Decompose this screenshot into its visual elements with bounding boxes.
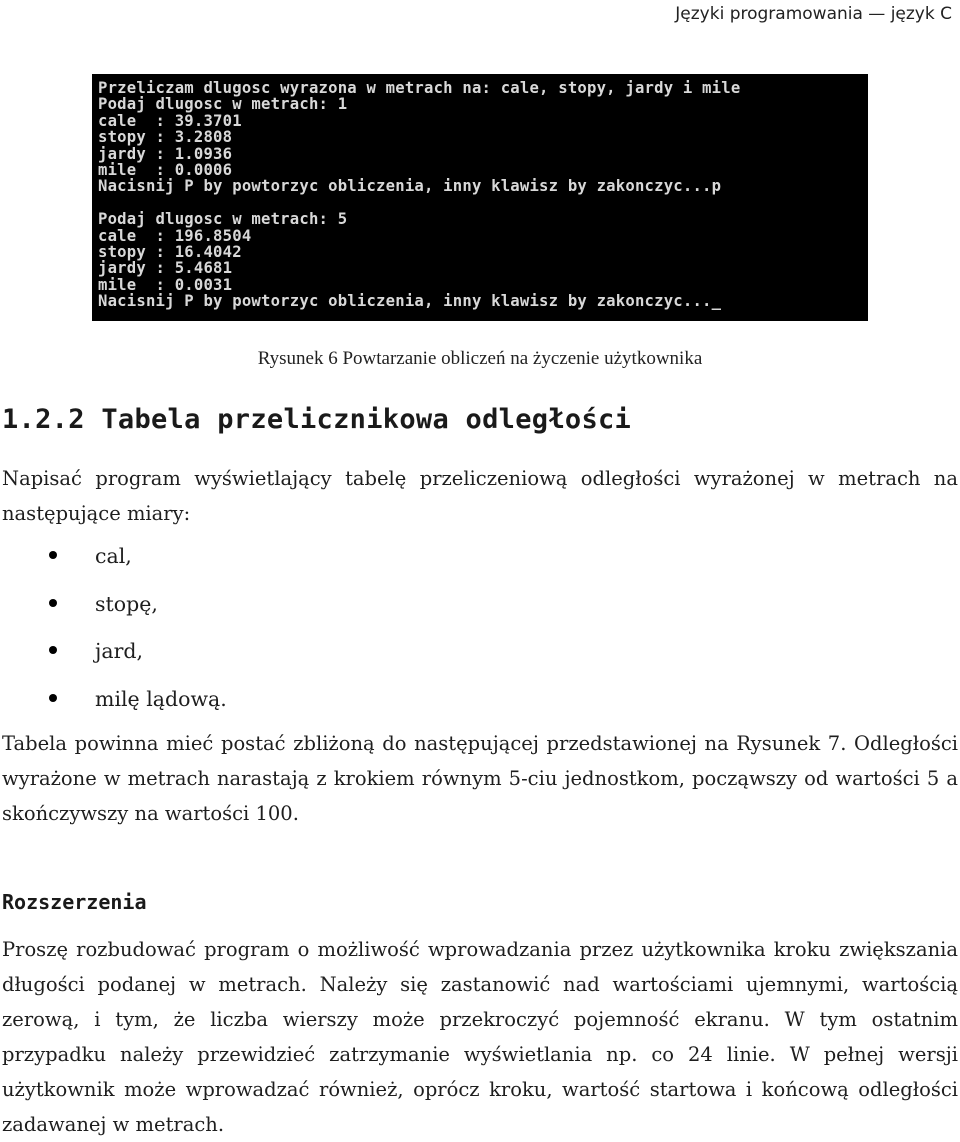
console-line: Podaj dlugosc w metrach: 5 — [98, 210, 348, 229]
list-item-label: milę lądową. — [95, 686, 227, 711]
console-line: Przeliczam dlugosc wyrazona w metrach na: cale, stopy, jardy i mile — [98, 79, 741, 97]
description-paragraph: Tabela powinna mieć postać zbliżoną do następującej przedstawionej na Rysunek 7. Odległości wyrażone w metrach narastają z krokiem równym 5-ciu jednostkom, począwszy od wartości 5 a skończywszy na wartości 100. — [2, 732, 958, 825]
console-line: mile : 0.0006 — [98, 160, 233, 179]
extensions-paragraph: Proszę rozbudować program o możliwość wprowadzania przez użytkownika kroku zwiększania długości podanej w metrach. Należy się zastanowić nad wartościami ujemnymi, wartością zerową, i tym, że liczba wierszy może przekroczyć pojemność ekranu. W tym ostatnim przypadku należy przewidzieć zatrzymanie wyświetlania np. co 24 linie. W pełnej wersji użytkownik może wprowadzać również, oprócz kroku, wartość startowa i końcową odległości zadawanej w metrach. — [2, 938, 958, 1136]
list-item — [0, 537, 227, 585]
measure-list — [0, 537, 227, 727]
console-line: jardy : 5.4681 — [98, 259, 233, 278]
console-line: jardy : 1.0936 — [98, 144, 233, 163]
list-item — [0, 632, 227, 680]
section-heading: 1.2.2 Tabela przelicznikowa odległości — [2, 404, 632, 435]
list-item-label: stopę, — [95, 591, 158, 616]
bullet-icon — [49, 694, 57, 702]
running-header: Języki programowania — język C — [675, 4, 952, 24]
console-line: stopy : 16.4042 — [98, 242, 242, 261]
list-item-label: cal, — [95, 544, 132, 568]
console-line: mile : 0.0031 — [98, 275, 233, 294]
console-line: cale : 196.8504 — [98, 226, 252, 245]
figure-caption: Rysunek 6 Powtarzanie obliczeń na życzenie użytkownika — [257, 348, 703, 369]
console-line: Podaj dlugosc w metrach: 1 — [98, 95, 348, 114]
console-line: stopy : 3.2808 — [98, 128, 233, 147]
bullet-icon — [49, 646, 57, 654]
console-line — [98, 195, 868, 211]
intro-paragraph: Napisać program wyświetlający tabelę przeliczeniową odległości wyrażonej w metrach na następujące miary: — [2, 467, 958, 525]
console-screenshot — [92, 74, 868, 321]
console-line: Nacisnij P by powtorzyc obliczenia, inny klawisz by zakonczyc...p — [98, 177, 722, 196]
list-item-label: jard, — [95, 639, 144, 663]
list-item — [0, 585, 227, 633]
bullet-icon — [49, 551, 57, 559]
extensions-heading: Rozszerzenia — [2, 890, 147, 914]
console-line: cale : 39.3701 — [98, 111, 242, 130]
console-line: Nacisnij P by powtorzyc obliczenia, inny klawisz by zakonczyc..._ — [98, 292, 722, 311]
list-item — [0, 680, 227, 728]
bullet-icon — [49, 599, 57, 607]
